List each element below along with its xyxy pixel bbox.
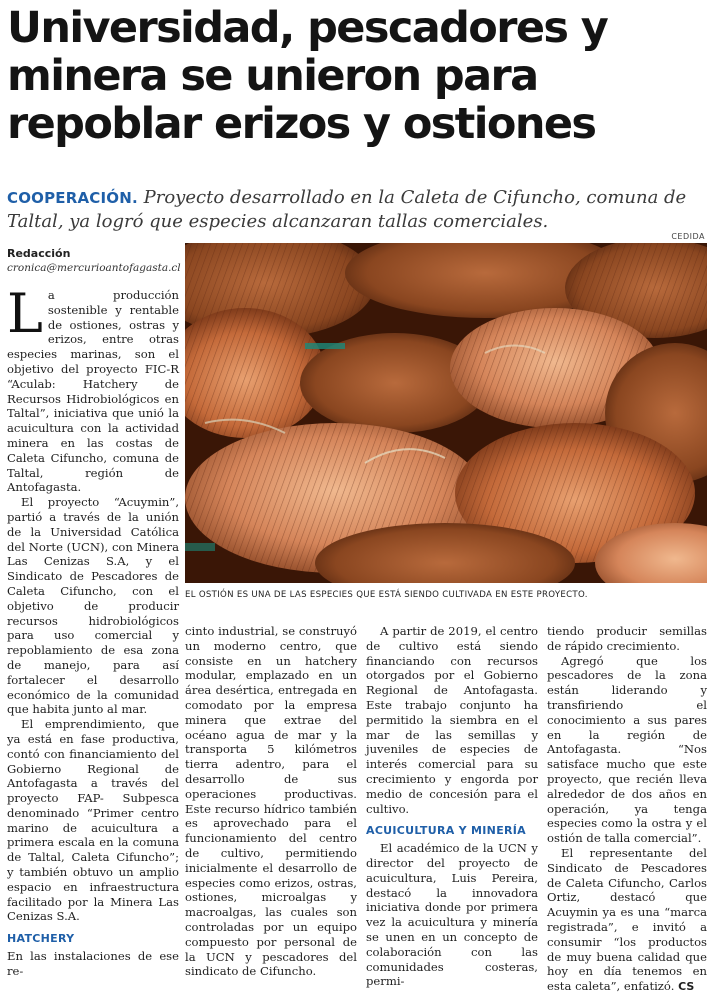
paragraph-8-text: El representante del Sindicato de Pescadores de Caleta Cifuncho, Carlos Ortiz, destacó que Acuymin ya es una “marca registrada”, e invitó a consumir “los productos de muy buena calidad que hoy en día tenemos en esta caleta”, enfatizó. (547, 845, 707, 994)
paragraph-4-start: En las instalaciones de ese re- (7, 949, 179, 978)
paragraph-5: A partir de 2019, el centro de cultivo está siendo financiando con recursos otorgados por el Gobierno Regional de Antofagasta. Este trabajo conjunto ha permitido la siembra en el mar de las semillas y juveniles de especies de interés comercial para su crecimiento y engorda por medio de concesión para el cultivo. (366, 624, 538, 816)
scallops-illustration (185, 243, 707, 583)
drop-cap: L (7, 282, 43, 345)
paragraph-7: Agregó que los pescadores de la zona están liderando y transfiriendo el conocimiento a sus pares en la región de Antofagasta. “Nos satisface mucho que este proyecto, que recién lleva alrededor de dos años en operación, ya tenga especies como la ostra y el ostión de talla comercial”. (547, 653, 707, 846)
deck-text: Proyecto desarrollado en la Caleta de Cifuncho, comuna de Taltal, ya logró que especies alcanzaran tallas comerciales. (7, 187, 687, 232)
paragraph-4-cont: cinto industrial, se construyó un moderno centro, que consiste en un hatchery modular, emplazado en un área desértica, entregada en comodato por la empresa minera que extrae del océano agua de mar y la transporta 5 kilómetros tierra adentro, para el desarrollo de sus operaciones productivas. Este recurso hídrico también es aprovechado para el funcionamiento del centro de cultivo, permitiendo inicialmente el desarrollo de especies como erizos, ostras, ostiones, microalgas y macroalgas, las cuales son controladas por un equipo compuesto por personal de la UCN y pescadores del sindicato de Cifuncho. (185, 624, 357, 979)
byline: Redacción (7, 247, 71, 260)
scallops-photo (185, 243, 707, 583)
paragraph-8 (547, 846, 707, 995)
paragraph-1-text: a producción sostenible y rentable de ostiones, ostras y erizos, entre otras especies marinas, son el objetivo del proyecto FIC-R “Aculab: Hatchery de Recursos Hidrobiológicos en Taltal”, iniciativa que unió la acuicultura con la actividad minera en las costas de Caleta Cifuncho, comuna de Taltal, región de Antofagasta. (7, 288, 179, 495)
paragraph-1 (7, 282, 179, 495)
subhead-acuicultura: ACUICULTURA Y MINERÍA (366, 824, 526, 838)
paragraph-6-start: El académico de la UCN y director del proyecto de acuicultura, Luis Pereira, destacó la innovadora iniciativa donde por primera vez la acuicultura y minería se unen en un concepto de colaboración con las comunidades costeras, permi- (366, 841, 538, 989)
paragraph-3: El emprendimiento, que ya está en fase productiva, contó con financiamiento del Gobierno Regional de Antofagasta a través del proyecto FAP- Subpesca denominado “Primer centro marino de acuicultura a primera escala en la comuna de Taltal, Caleta Cifuncho”; y también obtuvo un amplio espacio en infraestructura facilitado por la Minera Las Cenizas S.A. (7, 717, 179, 924)
end-mark: CS (678, 980, 695, 994)
paragraph-2: El proyecto “Acuymin”, partió a través de la unión de la Universidad Católica del Norte (UCN), con Minera Las Cenizas S.A, y el Sindicato de Pescadores de Caleta Cifuncho, con el objetivo de producir recursos hidrobiológicos para uso comercial y repoblamiento de esa zona de manejo, para así fortalecer el desarrollo económico de la comunidad que habita junto al mar. (7, 495, 179, 717)
photo-caption: EL OSTIÓN ES UNA DE LAS ESPECIES QUE ESTÁ SIENDO CULTIVADA EN ESTE PROYECTO. (185, 590, 588, 600)
subhead-hatchery: HATCHERY (7, 932, 75, 946)
headline: Universidad, pescadores y minera se unieron para repoblar erizos y ostiones (7, 3, 608, 149)
photo-credit: CEDIDA (671, 232, 705, 241)
column-2 (185, 624, 357, 979)
column-3 (366, 624, 538, 989)
deck-kicker: COOPERACIÓN. (7, 189, 138, 207)
column-1 (7, 282, 179, 979)
author-email: cronica@mercurioantofagasta.cl (7, 262, 181, 274)
paragraph-6-cont: tiendo producir semillas de rápido crecimiento. (547, 624, 707, 653)
deck (7, 186, 707, 233)
column-4 (547, 624, 707, 995)
